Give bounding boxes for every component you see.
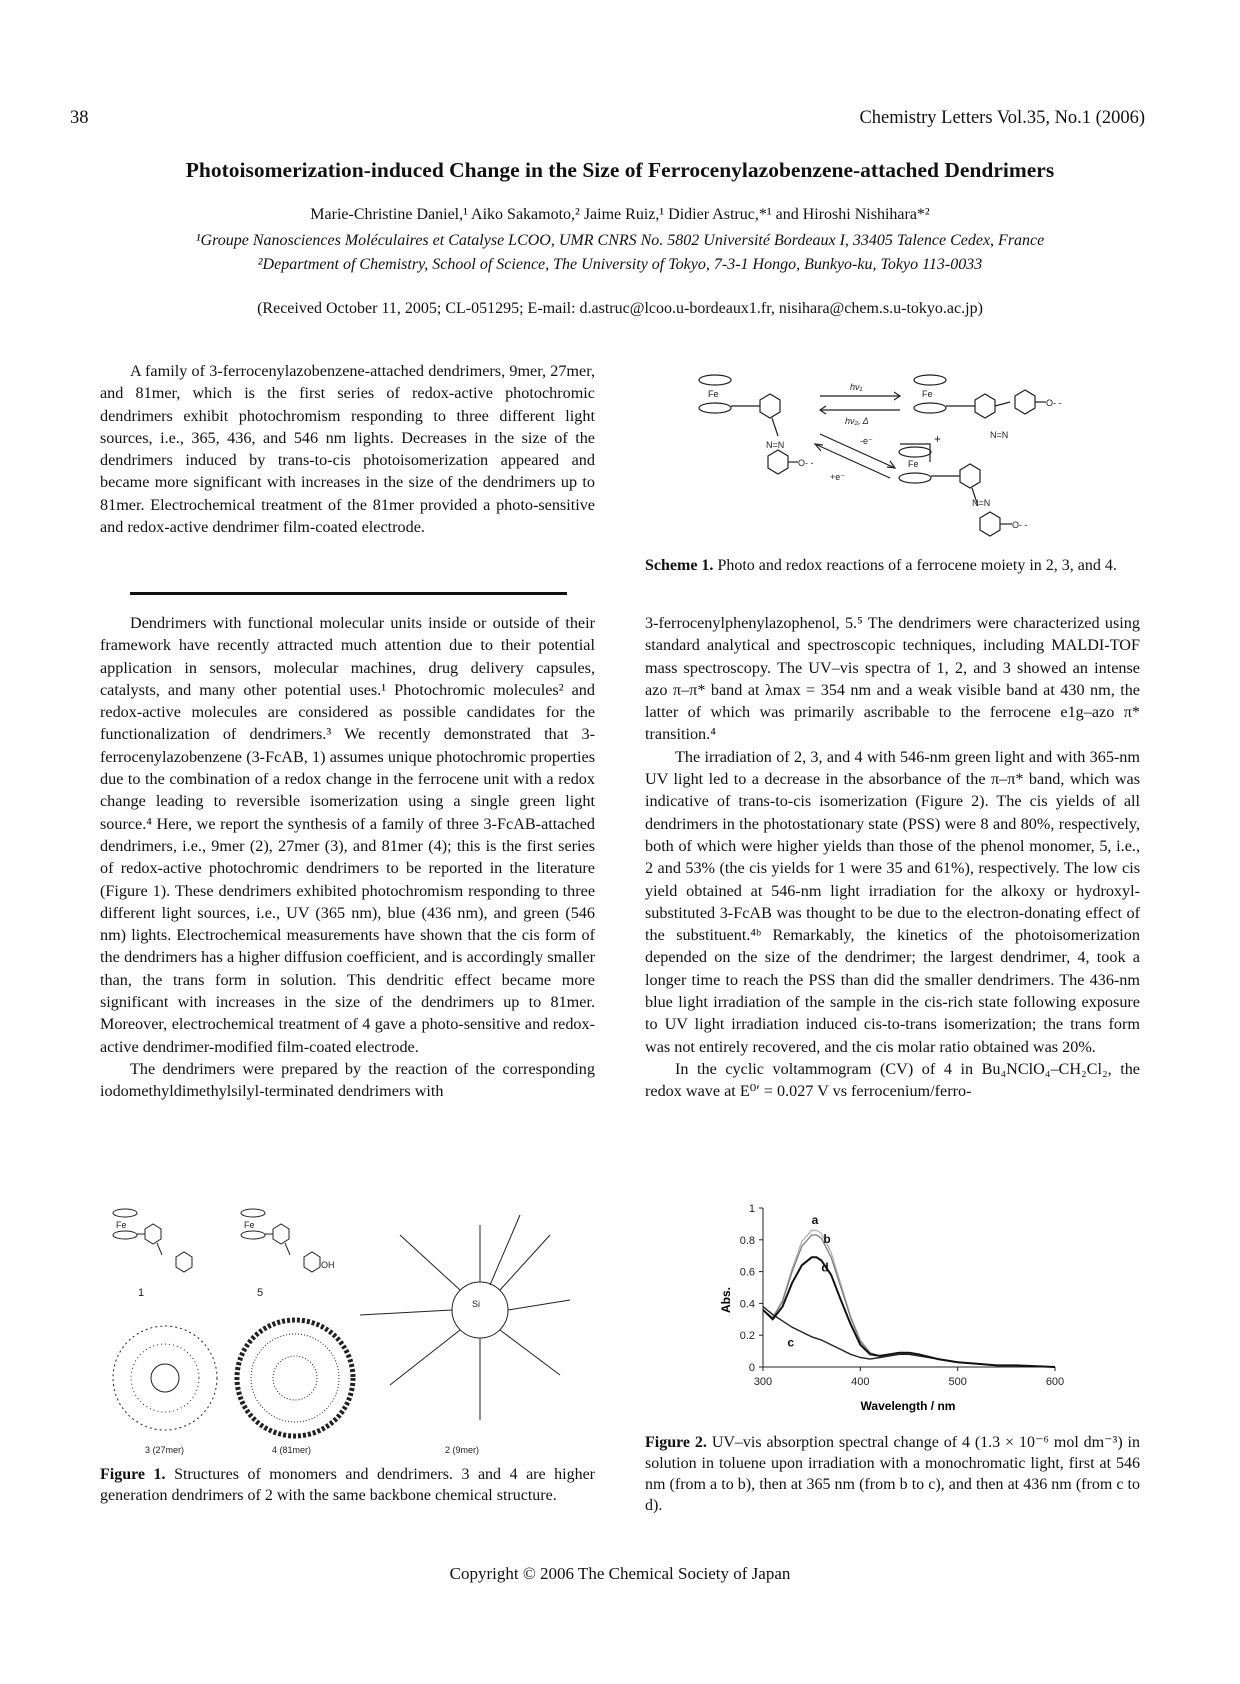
- fe-label: Fe: [708, 389, 719, 399]
- x-tick-label: 400: [851, 1376, 870, 1388]
- x-tick-label: 600: [1045, 1376, 1065, 1388]
- right-column: [645, 612, 1140, 1103]
- figure-2-chart: [700, 1200, 1080, 1415]
- caption-text: Structures of monomers and dendrimers. 3 and 4 are higher generation dendrimers of 2 with the same backbone chemical structure.: [100, 1466, 596, 1504]
- abstract: [100, 360, 595, 538]
- oh-label: OH: [321, 1260, 335, 1270]
- compound-1-label: 1: [138, 1287, 145, 1299]
- series-a-label: a: [811, 1212, 819, 1227]
- caption-text: UV–vis absorption spectral change of 4 (1.3 × 10⁻⁶ mol dm⁻³) in solution in toluene upon irradiation with a monochromatic light, first at 546 nm (from a to b), then at 365 nm (from b to c), and then at 436 nm (from c to d).: [645, 1434, 1141, 1514]
- y-tick-label: 0.6: [739, 1266, 755, 1279]
- x-tick-label: 300: [753, 1376, 773, 1388]
- reduction-label: +e⁻: [830, 472, 846, 482]
- caption-label: Scheme 1.: [645, 557, 714, 574]
- fe-label: Fe: [244, 1220, 255, 1230]
- fe-label: Fe: [908, 459, 919, 469]
- dendrimer-9mer-icon: [360, 1215, 570, 1420]
- figure-1-caption: [100, 1464, 595, 1506]
- y-tick-label: 0.8: [739, 1234, 755, 1247]
- figure-1-graphic: [100, 1205, 620, 1460]
- affiliation-1: ¹Groupe Nanosciences Moléculaires et Catalyse LCOO, UMR CNRS No. 5802 Université Bordeaux I, 33405 Talence Cedex, France: [195, 232, 1045, 249]
- series-b-label: b: [823, 1231, 831, 1246]
- azo-label: N=N: [990, 430, 1009, 440]
- charge-label: +: [934, 432, 942, 446]
- copyright-footer: Copyright © 2006 The Chemical Society of Japan: [449, 1564, 791, 1583]
- affiliation-2: ²Department of Chemistry, School of Science, The University of Tokyo, 7-3-1 Hongo, Bunkyo-ku, Tokyo 113-0033: [257, 256, 983, 273]
- o-tail-label: O- -: [1046, 398, 1062, 408]
- paragraph: 3-ferrocenylphenylazophenol, 5.⁵ The dendrimers were characterized using standard analytical and spectroscopic techniques, including MALDI-TOF mass spectroscopy. The UV–vis spectra of 1, 2, and 3 showed an intense azo π–π* band at λmax = 354 nm and a weak visible band at 430 nm, the latter of which was primarily ascribable to the ferrocene e1g–azo π* transition.⁴: [645, 614, 1140, 744]
- benzene-ring-icon: [768, 450, 788, 474]
- oxidation-label: -e⁻: [860, 436, 873, 446]
- figure-2-caption: [645, 1432, 1140, 1516]
- journal-info: Chemistry Letters Vol.35, No.1 (2006): [859, 108, 1145, 128]
- series-b-line: [763, 1235, 1055, 1367]
- cp-ring-icon: [699, 403, 731, 413]
- caption-label: Figure 1.: [100, 1466, 166, 1483]
- y-tick-label: 0: [748, 1362, 755, 1374]
- series-d-label: d: [821, 1260, 829, 1275]
- abstract-text: A family of 3-ferrocenylazobenzene-attached dendrimers, 9mer, 27mer, and 81mer, which is the first series of redox-active photochromic dendrimers exhibit photochromism responding to three different light sources, i.e., 365, 436, and 546 nm lights. Decreases in the size of the dendrimers induced by trans-to-cis photoisomerization appeared and became more significant with increases in the size of the dendrimers up to 81mer. Electrochemical treatment of the 81mer provided a photo-sensitive and redox-active dendrimer film-coated electrode.: [100, 362, 595, 537]
- series-d-line: [763, 1257, 1055, 1367]
- benzene-ring-icon: [760, 394, 780, 418]
- author-list: Marie-Christine Daniel,¹ Aiko Sakamoto,² Jaime Ruiz,¹ Didier Astruc,*¹ and Hiroshi Nishihara*²: [310, 206, 930, 223]
- hv2-label: hν₂, Δ: [845, 416, 869, 426]
- left-column: [100, 612, 595, 1103]
- compound-2-label: 2 (9mer): [445, 1445, 480, 1455]
- y-tick-label: 0.2: [739, 1330, 755, 1343]
- compound-5-label: 5: [257, 1287, 264, 1299]
- scheme-1-caption: [645, 555, 1140, 576]
- fe-label: Fe: [922, 389, 933, 399]
- y-axis-label: Abs.: [719, 1286, 733, 1314]
- received-line: (Received October 11, 2005; CL-051295; E-mail: d.astruc@lcoo.u-bordeaux1.fr, nisihara@chem.s.u-tokyo.ac.jp): [257, 300, 983, 317]
- x-tick-label: 500: [948, 1376, 967, 1388]
- dendrimer-27mer-icon: [113, 1326, 217, 1430]
- azo-label: N=N: [972, 498, 991, 508]
- paragraph: The dendrimers were prepared by the reaction of the corresponding iodomethyldimethylsilyl-terminated dendrimers with: [100, 1059, 595, 1101]
- cp-ring-icon: [699, 375, 731, 385]
- azo-label: N=N: [766, 440, 785, 450]
- y-tick-label: 1: [748, 1203, 755, 1215]
- fe-label: Fe: [116, 1220, 127, 1230]
- si-label: Si: [472, 1299, 481, 1309]
- scheme-1-graphic: [690, 368, 1110, 548]
- caption-text: Photo and redox reactions of a ferrocene moiety in 2, 3, and 4.: [717, 557, 1117, 574]
- x-axis-label: Wavelength / nm: [860, 1399, 956, 1413]
- o-tail-label: O- -: [798, 458, 814, 468]
- compound-3-label: 3 (27mer): [145, 1445, 185, 1455]
- dendrimer-81mer-icon: [237, 1320, 353, 1436]
- article-title: Photoisomerization-induced Change in the Size of Ferrocenylazobenzene-attached Dendrimers: [185, 158, 1055, 182]
- paragraph: Dendrimers with functional molecular units inside or outside of their framework have recently attracted much attention due to their potential application in sensors, molecular machines, drug delivery capsules, catalysts, and many other potential uses.¹ Photochromic molecules² and redox-active molecules are considered as possible candidates for the functionalization of dendrimers.³ We recently demonstrated that 3-ferrocenylazobenzene (3-FcAB, 1) assumes unique photochromic properties due to the combination of a redox change in the ferrocene unit with a redox change leading to reversible isomerization using a single green light source.⁴ Here, we report the synthesis of a family of three 3-FcAB-attached dendrimers, i.e., 9mer (2), 27mer (3), and 81mer (4); this is the first series of redox-active photochromic dendrimers to be reported in the literature (Figure 1). These dendrimers exhibited photochromism responding to three different light sources, i.e., UV (365 nm), blue (436 nm), and green (546 nm) lights. Electrochemical measurements have shown that the cis form of the dendrimers has a higher diffusion coefficient, and is accordingly smaller than, the trans form in solution. This dendritic effect became more significant with increases in the size of the dendrimers up to 81mer. Moreover, electrochemical treatment of 4 gave a photo-sensitive and redox-active dendrimer-modified film-coated electrode.: [100, 614, 595, 1056]
- hv1-label: hν₁: [850, 382, 863, 392]
- y-tick-label: 0.4: [739, 1298, 755, 1311]
- series-c-line: [763, 1307, 1055, 1367]
- page-number: 38: [70, 108, 89, 128]
- abstract-divider: [130, 592, 567, 595]
- o-tail-label: O- -: [1012, 520, 1028, 530]
- caption-label: Figure 2.: [645, 1434, 707, 1451]
- compound-4-label: 4 (81mer): [272, 1445, 312, 1455]
- paragraph: The irradiation of 2, 3, and 4 with 546-nm green light and with 365-nm UV light led to a decrease in the absorbance of the π–π* band, which was indicative of trans-to-cis isomerization (Figure 2). The cis yields of all dendrimers in the photostationary state (PSS) were 8 and 80%, respectively, both of which were higher yields than those of the phenol monomer, 5, i.e., 2 and 53% (the cis yields for 1 were 35 and 61%), respectively. The low cis yield obtained at 546-nm light irradiation for the alkoxy or hydroxyl-substituted 3-FcAB was thought to be due to the electron-donating effect of the substituent.⁴ᵇ Remarkably, the kinetics of the photoisomerization depended on the size of the dendrimer; the largest dendrimer, 4, took a longer time to reach the PSS than did the smaller dendrimers. The 436-nm blue light irradiation of the sample in the cis-rich state following exposure to UV light irradiation induced cis-to-trans isomerization; the trans form was not entirely recovered, and the cis molar ratio obtained was 20%.: [645, 747, 1140, 1056]
- series-a-line: [763, 1230, 1055, 1367]
- paragraph: In the cyclic voltammogram (CV) of 4 in Bu₄NClO₄–CH₂Cl₂, the redox wave at E⁰′ = 0.027 V vs ferrocenium/ferro-: [645, 1059, 1140, 1101]
- series-c-label: c: [787, 1335, 795, 1350]
